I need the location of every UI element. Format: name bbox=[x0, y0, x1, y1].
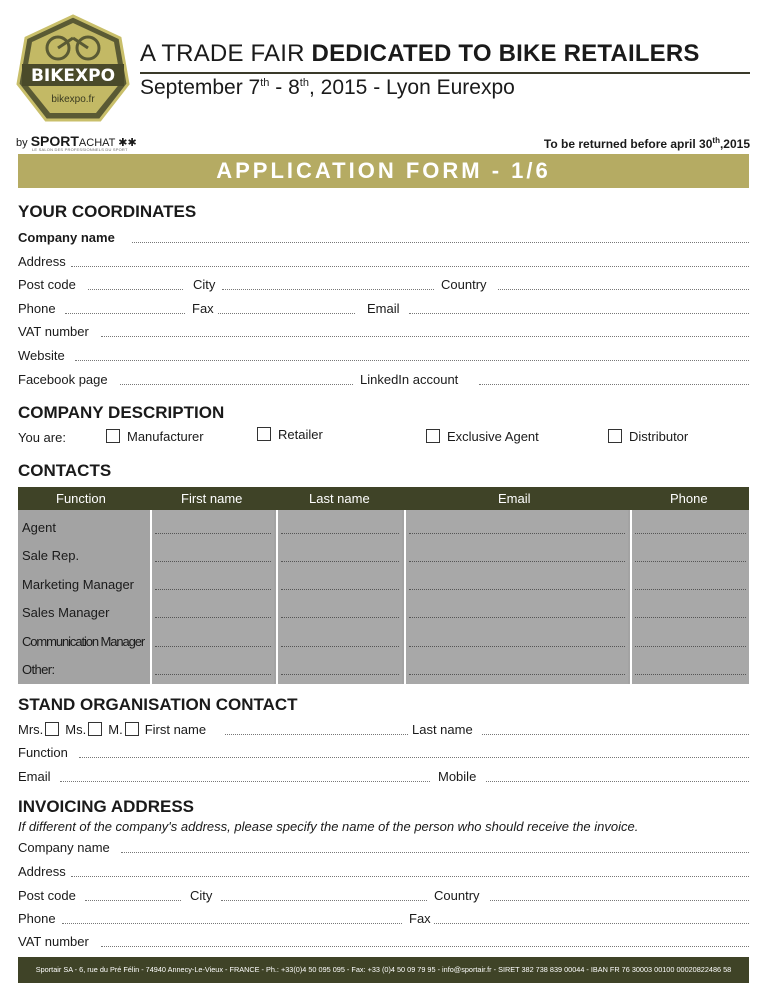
stand-heading: STAND ORGANISATION CONTACT bbox=[18, 695, 298, 714]
company-name-label: Company name bbox=[18, 230, 115, 245]
title-divider bbox=[140, 72, 750, 74]
column-header: Email bbox=[498, 491, 531, 506]
city-field[interactable] bbox=[222, 289, 434, 290]
facebook-label: Facebook page bbox=[18, 372, 108, 387]
stand-function-label: Function bbox=[18, 745, 68, 760]
table-row-label: Marketing Manager bbox=[22, 577, 134, 592]
logo-text: BIKEXPO bbox=[30, 66, 116, 86]
post-code-label: Post code bbox=[18, 277, 76, 292]
ms-checkbox[interactable] bbox=[88, 722, 102, 736]
coordinates-heading: YOUR COORDINATES bbox=[18, 202, 197, 221]
invoicing-heading: INVOICING ADDRESS bbox=[18, 797, 195, 816]
option-manufacturer[interactable]: Manufacturer bbox=[106, 429, 204, 444]
country-field[interactable] bbox=[498, 289, 749, 290]
email-column[interactable] bbox=[404, 510, 628, 684]
invoice-post-code-field[interactable] bbox=[85, 900, 181, 901]
page-title: A TRADE FAIR DEDICATED TO BIKE RETAILERS bbox=[140, 40, 700, 67]
email-label: Email bbox=[367, 301, 400, 316]
linkedin-field[interactable] bbox=[479, 384, 749, 385]
fax-field[interactable] bbox=[218, 313, 355, 314]
invoice-company-label: Company name bbox=[18, 840, 110, 855]
stand-function-field[interactable] bbox=[79, 757, 749, 758]
table-row-label: Other: bbox=[22, 662, 55, 677]
mrs-checkbox[interactable] bbox=[45, 722, 59, 736]
invoice-phone-field[interactable] bbox=[62, 923, 402, 924]
invoice-company-field[interactable] bbox=[121, 852, 749, 853]
address-field[interactable] bbox=[71, 266, 749, 267]
vat-label: VAT number bbox=[18, 324, 89, 339]
invoice-phone-label: Phone bbox=[18, 911, 56, 926]
invoicing-note: If different of the company's address, please specify the name of the person who should receive the invoice. bbox=[18, 819, 639, 834]
m-checkbox[interactable] bbox=[125, 722, 139, 736]
column-header: Last name bbox=[309, 491, 370, 506]
phone-field[interactable] bbox=[65, 313, 185, 314]
stand-last-name-label: Last name bbox=[412, 722, 473, 737]
organizer-logo: by SPORTACHAT ✱✱ LE SALON DES PROFESSIONNELS DU SPORT bbox=[16, 133, 137, 152]
you-are-label: You are: bbox=[18, 430, 66, 445]
invoice-city-label: City bbox=[190, 888, 213, 903]
company-footer: Sportair SA - 6, rue du Pré Félin - 74940 Annecy-Le-Vieux - FRANCE - Ph.: +33(0)4 50 095 095 - Fax: +33 (0)4 50 09 79 95 - info@sportair.fr - SIRET 382 738 839 00044 - IBAN FR 76 30003 00100 00020822486 58 bbox=[18, 957, 749, 983]
invoice-post-code-label: Post code bbox=[18, 888, 76, 903]
stand-mobile-field[interactable] bbox=[486, 781, 749, 782]
invoice-fax-label: Fax bbox=[409, 911, 431, 926]
stand-last-name-field[interactable] bbox=[482, 734, 749, 735]
event-dates: September 7th - 8th, 2015 - Lyon Eurexpo bbox=[140, 76, 515, 99]
invoice-vat-field[interactable] bbox=[101, 946, 749, 947]
option-retailer[interactable]: Retailer bbox=[257, 427, 323, 442]
address-label: Address bbox=[18, 254, 66, 269]
post-code-field[interactable] bbox=[88, 289, 183, 290]
invoice-vat-label: VAT number bbox=[18, 934, 89, 949]
checkbox[interactable] bbox=[608, 429, 622, 443]
stand-first-name-field[interactable] bbox=[225, 734, 408, 735]
stand-mobile-label: Mobile bbox=[438, 769, 477, 784]
facebook-field[interactable] bbox=[120, 384, 353, 385]
table-row-label: Communication Manager bbox=[22, 634, 145, 649]
description-heading: COMPANY DESCRIPTION bbox=[18, 403, 225, 422]
table-header bbox=[18, 487, 749, 510]
city-label: City bbox=[193, 277, 216, 292]
bikexpo-logo bbox=[16, 14, 130, 126]
checkbox[interactable] bbox=[257, 427, 271, 441]
last-name-column[interactable] bbox=[276, 510, 402, 684]
company-name-field[interactable] bbox=[132, 242, 749, 243]
column-header: First name bbox=[181, 491, 243, 506]
invoice-address-label: Address bbox=[18, 864, 66, 879]
checkbox[interactable] bbox=[106, 429, 120, 443]
invoice-address-field[interactable] bbox=[71, 876, 749, 877]
salutation-row: Mrs. Ms. M. First name bbox=[18, 722, 207, 737]
invoice-fax-field[interactable] bbox=[434, 923, 749, 924]
contacts-table bbox=[18, 487, 749, 684]
snowflake-icon: ✱✱ bbox=[118, 137, 137, 149]
website-field[interactable] bbox=[75, 360, 749, 361]
vat-field[interactable] bbox=[101, 336, 749, 337]
contacts-heading: CONTACTS bbox=[18, 461, 112, 480]
first-name-column[interactable] bbox=[150, 510, 274, 684]
option-distributor[interactable]: Distributor bbox=[608, 429, 688, 444]
website-label: Website bbox=[18, 348, 65, 363]
table-body bbox=[18, 510, 749, 684]
invoice-city-field[interactable] bbox=[221, 900, 427, 901]
form-banner: APPLICATION FORM - 1/6 bbox=[18, 154, 749, 188]
column-header: Function bbox=[56, 491, 106, 506]
table-row-label: Sale Rep. bbox=[22, 548, 80, 563]
invoice-country-label: Country bbox=[434, 888, 480, 903]
option-exclusive-agent[interactable]: Exclusive Agent bbox=[426, 429, 539, 444]
logo-url: bikexpo.fr bbox=[51, 94, 95, 105]
column-header: Phone bbox=[670, 491, 708, 506]
return-deadline: To be returned before april 30th,2015 bbox=[543, 136, 750, 151]
linkedin-label: LinkedIn account bbox=[360, 372, 459, 387]
phone-label: Phone bbox=[18, 301, 56, 316]
stand-email-field[interactable] bbox=[60, 781, 430, 782]
invoice-country-field[interactable] bbox=[490, 900, 749, 901]
table-row-label: Sales Manager bbox=[22, 605, 110, 620]
phone-column[interactable] bbox=[630, 510, 749, 684]
country-label: Country bbox=[441, 277, 487, 292]
table-row-label: Agent bbox=[22, 520, 56, 535]
email-field[interactable] bbox=[409, 313, 749, 314]
fax-label: Fax bbox=[192, 301, 214, 316]
stand-email-label: Email bbox=[18, 769, 51, 784]
checkbox[interactable] bbox=[426, 429, 440, 443]
